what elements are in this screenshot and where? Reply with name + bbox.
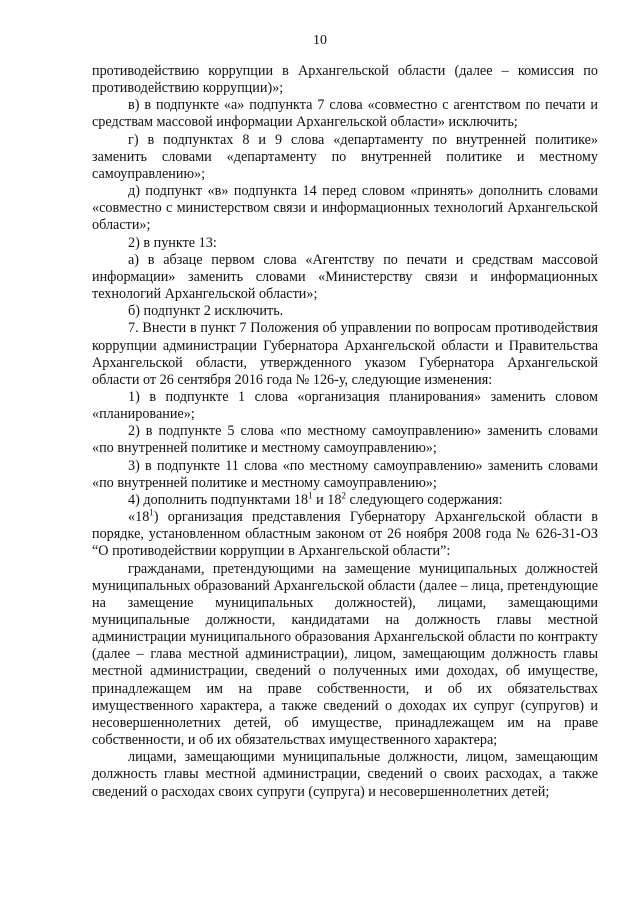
paragraph: б) подпункт 2 исключить. bbox=[128, 303, 284, 320]
paragraph: 2) в подпункте 5 слова «по местному самоуправлению» заменить словами «по внутренней политике и местному самоуправлению»; bbox=[92, 423, 598, 457]
paragraph: 3) в подпункте 11 слова «по местному самоуправлению» заменить словами «по внутренней политике и местному самоуправлению»; bbox=[92, 457, 598, 491]
paragraph: противодействию коррупции в Архангельской области (далее – комиссия по противодействию коррупции)»; bbox=[92, 63, 598, 97]
addition-text-start: 4) дополнить подпунктами 18 bbox=[128, 491, 309, 508]
paragraph: лицами, замещающими муниципальные должности, лицом, замещающим должность главы местной администрации, сведений о своих расходах, а также сведений о расходах своих супруги (супруга) и несовершеннолетних детей; bbox=[92, 749, 598, 800]
paragraph: гражданами, претендующими на замещение муниципальных должностей муниципальных образований Архангельской области (далее – лица, претендующие на замещение муниципальных должностей), лицами, замещающими муниципальные должности, кандидатами на должность главы местной администрации муниципального образования Архангельской области по контракту (далее – глава местной администрации), лицом, замещающим должность главы местной администрации, сведений о полученных ими доходах, об имуществе, принадлежащем им на праве собственности, и об их обязательствах имущественного характера, а также сведений о доходах их супруг (супругов) и несовершеннолетних детей, об имуществе, принадлежащем им на праве собственности, и об их обязательствах имущественного характера; bbox=[92, 560, 598, 749]
addition-text-end: следующего содержания: bbox=[346, 491, 503, 508]
superscript: 2 bbox=[341, 490, 346, 501]
paragraph-addition bbox=[92, 492, 598, 509]
paragraph: г) в подпунктах 8 и 9 слова «департаменту по внутренней политике» заменить словами «департаменту по внутренней политике и местному самоуправлению»; bbox=[92, 131, 598, 182]
page-number: 10 bbox=[313, 33, 327, 48]
paragraph: 2) в пункте 13: bbox=[128, 234, 217, 251]
paragraph: а) в абзаце первом слова «Агентству по печати и средствам массовой информации» заменить словами «Министерству связи и информационных технологий Архангельской области»; bbox=[92, 251, 598, 303]
paragraph: 7. Внести в пункт 7 Положения об управлении по вопросам противодействия коррупции администрации Губернатора Архангельской области и Правительства Архангельской области, утвержденного указом Губернатора Архангельской области от 26 сентября 2016 года № 126-у, следующие изменения: bbox=[92, 320, 598, 388]
superscript: 1 bbox=[308, 490, 313, 501]
clause-text-start: «18 bbox=[128, 509, 150, 526]
document-body bbox=[92, 63, 598, 801]
addition-text-middle: и 18 bbox=[312, 491, 342, 508]
paragraph: д) подпункт «в» подпункта 14 перед словом «принять» дополнить словами «совместно с министерством связи и информационных технологий Архангельской области»; bbox=[92, 183, 598, 234]
paragraph-18-1 bbox=[92, 509, 598, 560]
superscript: 1 bbox=[149, 507, 154, 518]
paragraph: в) в подпункте «а» подпункта 7 слова «совместно с агентством по печати и средствам массовой информации Архангельской области» исключить; bbox=[92, 97, 598, 131]
paragraph: 1) в подпункте 1 слова «организация планирования» заменить словом «планирование»; bbox=[92, 388, 598, 423]
clause-text-end: ) организация представления Губернатору Архангельской области в порядке, установленном областным законом от 26 ноября 2008 года № 626-31-ОЗ “О противодействии коррупции в Архангельской области”: bbox=[92, 509, 598, 560]
